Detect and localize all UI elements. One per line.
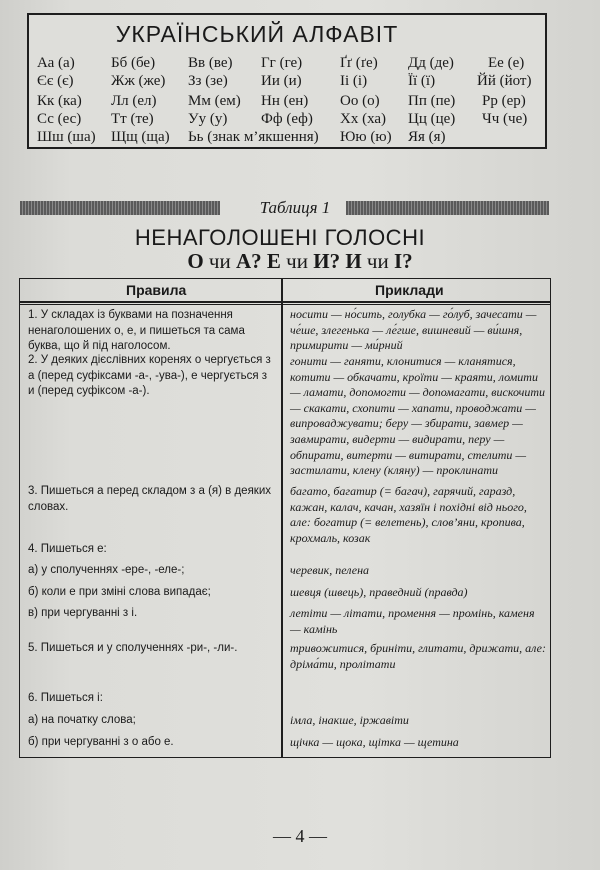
example-4c: летіти — літати, промення — промінь, каменя — камінь (290, 606, 535, 636)
rule-2: 2. У деяких дієслівних коренях о чергується з а (перед суфіксами -а-, -ува-), е чергується з и (перед суфіксом -а-). (28, 354, 271, 397)
heading-word: чи (361, 249, 394, 273)
table-divider (281, 279, 283, 757)
heading-word: чи (203, 249, 236, 273)
table-label: Таблиця 1 (259, 198, 331, 217)
heading-letter: И? (313, 249, 341, 273)
rule-3: 3. Пишеться а перед складом з а (я) в деяких словах. (28, 485, 272, 513)
alphabet-row (37, 73, 541, 93)
alphabet-row (37, 55, 541, 75)
letter-pair: Шш (ша) (37, 129, 96, 145)
table-header-rule (20, 301, 550, 303)
letter-pair: Хх (ха) (340, 111, 387, 127)
letter-pair: Дд (де) (408, 55, 454, 71)
letter-pair: Яя (я) (408, 129, 446, 145)
letter-pair: Зз (зе) (188, 73, 228, 89)
heading-letter: О (187, 249, 204, 273)
letter-pair: Цц (це) (408, 111, 456, 127)
banner-bar-left (20, 201, 220, 215)
letter-pair: Рр (ер) (482, 93, 526, 109)
letter-pair: Мм (ем) (188, 93, 241, 109)
letter-pair: Жж (же) (111, 73, 166, 89)
column-header-rules: Правила (126, 282, 187, 298)
rule-5: 5. Пишеться и у сполученнях -ри-, -ли-. (28, 642, 238, 654)
alphabet-row (37, 129, 541, 149)
table-header-rule (20, 304, 550, 305)
letter-pair: Фф (еф) (261, 111, 313, 127)
letter-pair: Пп (пе) (408, 93, 456, 109)
letter-pair: Чч (че) (482, 111, 528, 127)
letter-pair: Іі (і) (340, 73, 368, 89)
alphabet-row (37, 111, 541, 131)
letter-pair: Уу (у) (188, 111, 228, 127)
letter-pair: Ьь (знак м’якшення) (188, 129, 319, 145)
example-1: носити — но́сить, голубка — го́луб, зачесати — че́ше, злегенька — ле́гше, вишневий — ви́шня, примирити — ми́рний (290, 307, 537, 353)
rule-6b: б) при чергуванні з о або е. (28, 736, 174, 748)
rule-6a: а) на початку слова; (28, 714, 136, 726)
letter-pair: Гг (ге) (261, 55, 303, 71)
page-number: — 4 — (273, 826, 327, 846)
letter-pair: Єє (є) (37, 73, 74, 89)
heading-word: чи (280, 249, 314, 273)
letter-pair: Ґґ (ґе) (340, 55, 378, 71)
letter-pair: Йй (йот) (477, 73, 532, 89)
letter-pair: Її (ї) (408, 73, 436, 89)
letter-pair: Юю (ю) (340, 129, 392, 145)
rule-4: 4. Пишеться е: (28, 543, 107, 555)
rule-1: 1. У складах із буквами на позначення ненаголошених о, е, и пишеться та сама буква, що й під наголосом. (28, 309, 245, 352)
rule-4a: а) у сполученнях -ере-, -еле-; (28, 564, 185, 576)
letter-pair: Вв (ве) (188, 55, 233, 71)
example-4b: шевця (швець), праведний (правда) (290, 585, 468, 599)
heading-letter: І? (393, 249, 413, 273)
alphabet-row (37, 93, 541, 113)
letter-pair: Бб (бе) (111, 55, 156, 71)
letter-pair: Кк (ка) (37, 93, 82, 109)
letter-pair: Аа (а) (37, 55, 75, 71)
letter-pair: Щщ (ща) (111, 129, 170, 145)
heading-letter: И (345, 249, 362, 273)
alphabet-box (27, 13, 547, 149)
letter-pair: Оо (о) (340, 93, 380, 109)
example-6b: щічка — щока, щітка — щетина (290, 735, 459, 749)
rules-table (19, 278, 551, 758)
example-6a: імла, інакше, іржавіти (290, 713, 409, 727)
alphabet-title: УКРАЇНСЬКИЙ АЛФАВІТ (115, 21, 399, 47)
column-header-examples: Приклади (375, 282, 444, 298)
heading-letter: Е (266, 249, 281, 273)
example-2: гонити — ганяти, клонитися — кланятися, котити — обкачати, кроїти — краяти, ломити — ламати, допомогти — допомагати, вискочити — скакати, схопити — хапати, проводжати — випроваджувати; беру — збирати, завмер — завмирати, видерти — видирати, перу — обпирати, витерти — витирати, стелити — застилати, клену (кляну) — проклинати (290, 354, 546, 478)
letter-pair: Нн (ен) (261, 93, 309, 109)
rule-4c: в) при чергуванні з і. (28, 607, 138, 619)
example-4a: черевик, пелена (290, 563, 370, 577)
table-subheading (0, 249, 600, 274)
table-heading: НЕНАГОЛОШЕНІ ГОЛОСНІ (134, 225, 426, 250)
example-5: тривожитися, бриніти, глитати, дрижати, але: дріма́ти, пролітати (290, 641, 546, 671)
letter-pair: Ии (и) (261, 73, 302, 89)
letter-pair: Сс (ес) (37, 111, 82, 127)
letter-pair: Тт (те) (111, 111, 154, 127)
example-3: багато, багатир (= багач), гарячий, гаразд, кажан, калач, качан, хазяїн і похідні від нього, але: богатир (= велетень), слов’яни, кропива, крохмаль, козак (290, 484, 527, 545)
heading-letter: А? (235, 249, 262, 273)
letter-pair: Ее (е) (488, 55, 525, 71)
letter-pair: Лл (ел) (111, 93, 157, 109)
rule-6: 6. Пишеться і: (28, 692, 103, 704)
rule-4b: б) коли е при зміні слова випадає; (28, 586, 211, 598)
